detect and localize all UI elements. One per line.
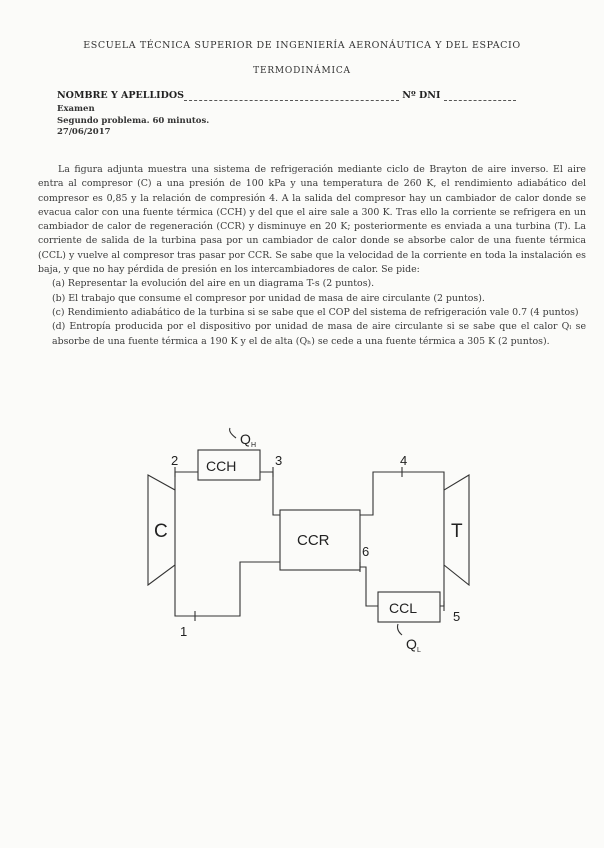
qh-symbol	[240, 431, 256, 449]
problem-statement	[38, 163, 586, 349]
pipe-5	[440, 565, 444, 606]
problem-label: Segundo problema. 60 minutos.	[57, 115, 210, 126]
state-4-label: 4	[400, 453, 408, 468]
ccr-label: CCR	[297, 532, 330, 549]
school-name: ESCUELA TÉCNICA SUPERIOR DE INGENIERÍA AERONÁUTICA Y DEL ESPACIO	[83, 40, 521, 51]
question-a: (a) Representar la evolución del aire en un diagrama T-s (2 puntos).	[52, 278, 375, 290]
question-b: (b) El trabajo que consume el compresor por unidad de masa de aire circulante (2 puntos).	[52, 292, 485, 304]
pipe-4	[360, 472, 444, 515]
svg-text:H: H	[251, 442, 257, 449]
brayton-cycle-diagram	[140, 431, 480, 670]
dni-blank-line	[444, 91, 516, 101]
question-c: (c) Rendimiento adiabático de la turbina si se sabe que el COP del sistema de refrigeración vale 0.7 (4 puntos)	[52, 306, 579, 318]
state-3-label: 3	[275, 453, 283, 468]
svg-text:Q: Q	[406, 636, 417, 652]
state-6-label: 6	[362, 544, 370, 559]
pipe-6	[360, 567, 378, 606]
svg-text:L: L	[417, 647, 421, 654]
question-d: (d) Entropía producida por el dispositivo por unidad de masa de aire circulante si se sabe que el calor Qₗ se absorbe de una fuente térmica a 190 K y el de alta (Qₕ) se cede a una fuente térmica a 305 K (2 puntos).	[52, 321, 586, 347]
exam-label: Examen	[57, 104, 95, 114]
state-5-label: 5	[453, 609, 461, 624]
state-2-label: 2	[171, 453, 179, 468]
pipe-1	[175, 562, 280, 616]
exam-meta	[57, 104, 209, 139]
exam-date: 27/06/2017	[57, 127, 111, 137]
compressor-label: C	[154, 521, 168, 542]
name-row	[57, 90, 557, 101]
pipe-2	[175, 472, 198, 490]
turbine-label: T	[451, 521, 463, 542]
name-label: NOMBRE Y APELLIDOS	[57, 90, 184, 101]
svg-text:Q: Q	[240, 431, 251, 447]
name-blank-line	[184, 91, 399, 101]
cch-label: CCH	[206, 458, 237, 474]
dni-label: Nº DNI	[402, 90, 441, 101]
pipe-3	[260, 472, 280, 515]
ql-symbol	[406, 636, 421, 654]
ccl-label: CCL	[389, 600, 418, 616]
state-1-label: 1	[180, 624, 188, 639]
subject-title: TERMODINÁMICA	[253, 66, 351, 76]
statement-intro: La figura adjunta muestra una sistema de refrigeración mediante ciclo de Brayton de aire inverso. El aire entra al compresor (C) a una presión de 100 kPa y una temperatura de 260 K, el rendimiento adiabático del compresor es 0,85 y la relación de compresión 4. A la salida del compresor hay un cambiador de calor donde se evacua calor con una fuente térmica (CCH) y del que el aire sale a 300 K. Tras ello la corriente se refrigera en un cambiador de calor de regeneración (CCR) y disminuye en 20 K; posteriormente es enviada a una turbina (T). La corriente de salida de la turbina pasa por un cambiador de calor donde se absorbe calor de una fuente térmica (CCL) y vuelve al compresor tras pasar por CCR. Se sabe que la velocidad de la corriente en toda la instalación es baja, y que no hay pérdida de presión en los intercambiadores de calor. Se pide:	[38, 164, 586, 276]
